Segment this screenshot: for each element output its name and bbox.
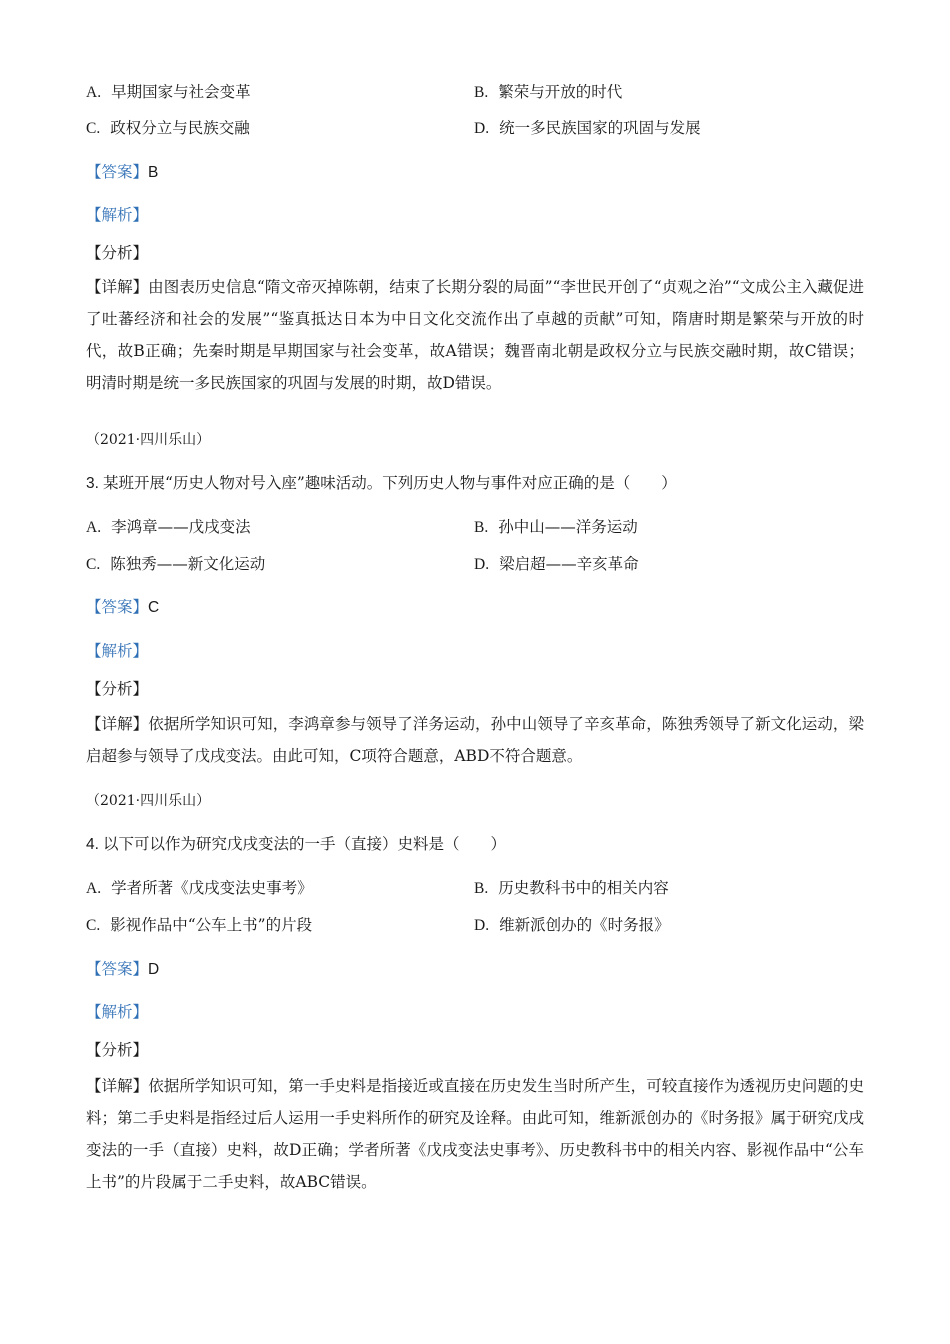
question-stem: 4. 以下可以作为研究戊戌变法的一手（直接）史料是（ ） [86,835,506,853]
jiexi-heading: 【解析】 [86,1003,149,1021]
option-a: A. 学者所著《戊戌变法史事考》 [86,879,313,897]
question-stem: 3. 某班开展“历史人物对号入座”趣味活动。下列历史人物与事件对应正确的是（ ） [86,474,677,492]
option-d: D. 梁启超——辛亥革命 [474,555,639,573]
fenxi-heading: 【分析】 [86,680,149,698]
answer-line: 【答案】B [86,163,159,181]
option-b: B. 繁荣与开放的时代 [474,83,623,101]
option-c: C. 政权分立与民族交融 [86,119,250,137]
xiangjie-paragraph: 【详解】由图表历史信息“隋文帝灭掉陈朝，结束了长期分裂的局面”“李世民开创了“贞观之治”“文成公主入藏促进了吐蕃经济和社会的发展”“鉴真抵达日本为中日文化交流作出了卓越的贡献”可知，隋唐时期是繁荣与开放的时代，故B正确；先秦时期是早期国家与社会变革，故A错误；魏晋南北朝是政权分立与民族交融时期，故C错误；明清时期是统一多民族国家的巩固与发展的时期，故D错误。 [86,278,864,392]
answer-line: 【答案】D [86,960,160,978]
fenxi-heading: 【分析】 [86,244,149,262]
xiangjie-paragraph: 【详解】依据所学知识可知，李鸿章参与领导了洋务运动，孙中山领导了辛亥革命，陈独秀领导了新文化运动，梁启超参与领导了戊戌变法。由此可知，C项符合题意，ABD不符合题意。 [86,715,864,765]
option-a: A. 李鸿章——戊戌变法 [86,518,251,536]
answer-line: 【答案】C [86,598,160,616]
source-label: （2021·四川乐山） [86,793,211,809]
option-b: B. 历史教科书中的相关内容 [474,879,669,897]
jiexi-heading: 【解析】 [86,206,149,224]
option-c: C. 影视作品中“公车上书”的片段 [86,916,313,934]
option-c: C. 陈独秀——新文化运动 [86,555,266,573]
option-b: B. 孙中山——洋务运动 [474,518,638,536]
fenxi-heading: 【分析】 [86,1041,149,1059]
jiexi-heading: 【解析】 [86,642,149,660]
option-d: D. 统一多民族国家的巩固与发展 [474,119,701,137]
option-a: A. 早期国家与社会变革 [86,83,251,101]
option-d: D. 维新派创办的《时务报》 [474,916,670,934]
source-label: （2021·四川乐山） [86,432,211,448]
xiangjie-paragraph: 【详解】依据所学知识可知，第一手史料是指接近或直接在历史发生当时所产生，可较直接作为透视历史问题的史料；第二手史料是指经过后人运用一手史料所作的研究及诠释。由此可知，维新派创办的《时务报》属于研究戊戌变法的一手（直接）史料，故D正确；学者所著《戊戌变法史事考》、历史教科书中的相关内容、影视作品中“公车上书”的片段属于二手史料，故ABC错误。 [86,1077,864,1191]
